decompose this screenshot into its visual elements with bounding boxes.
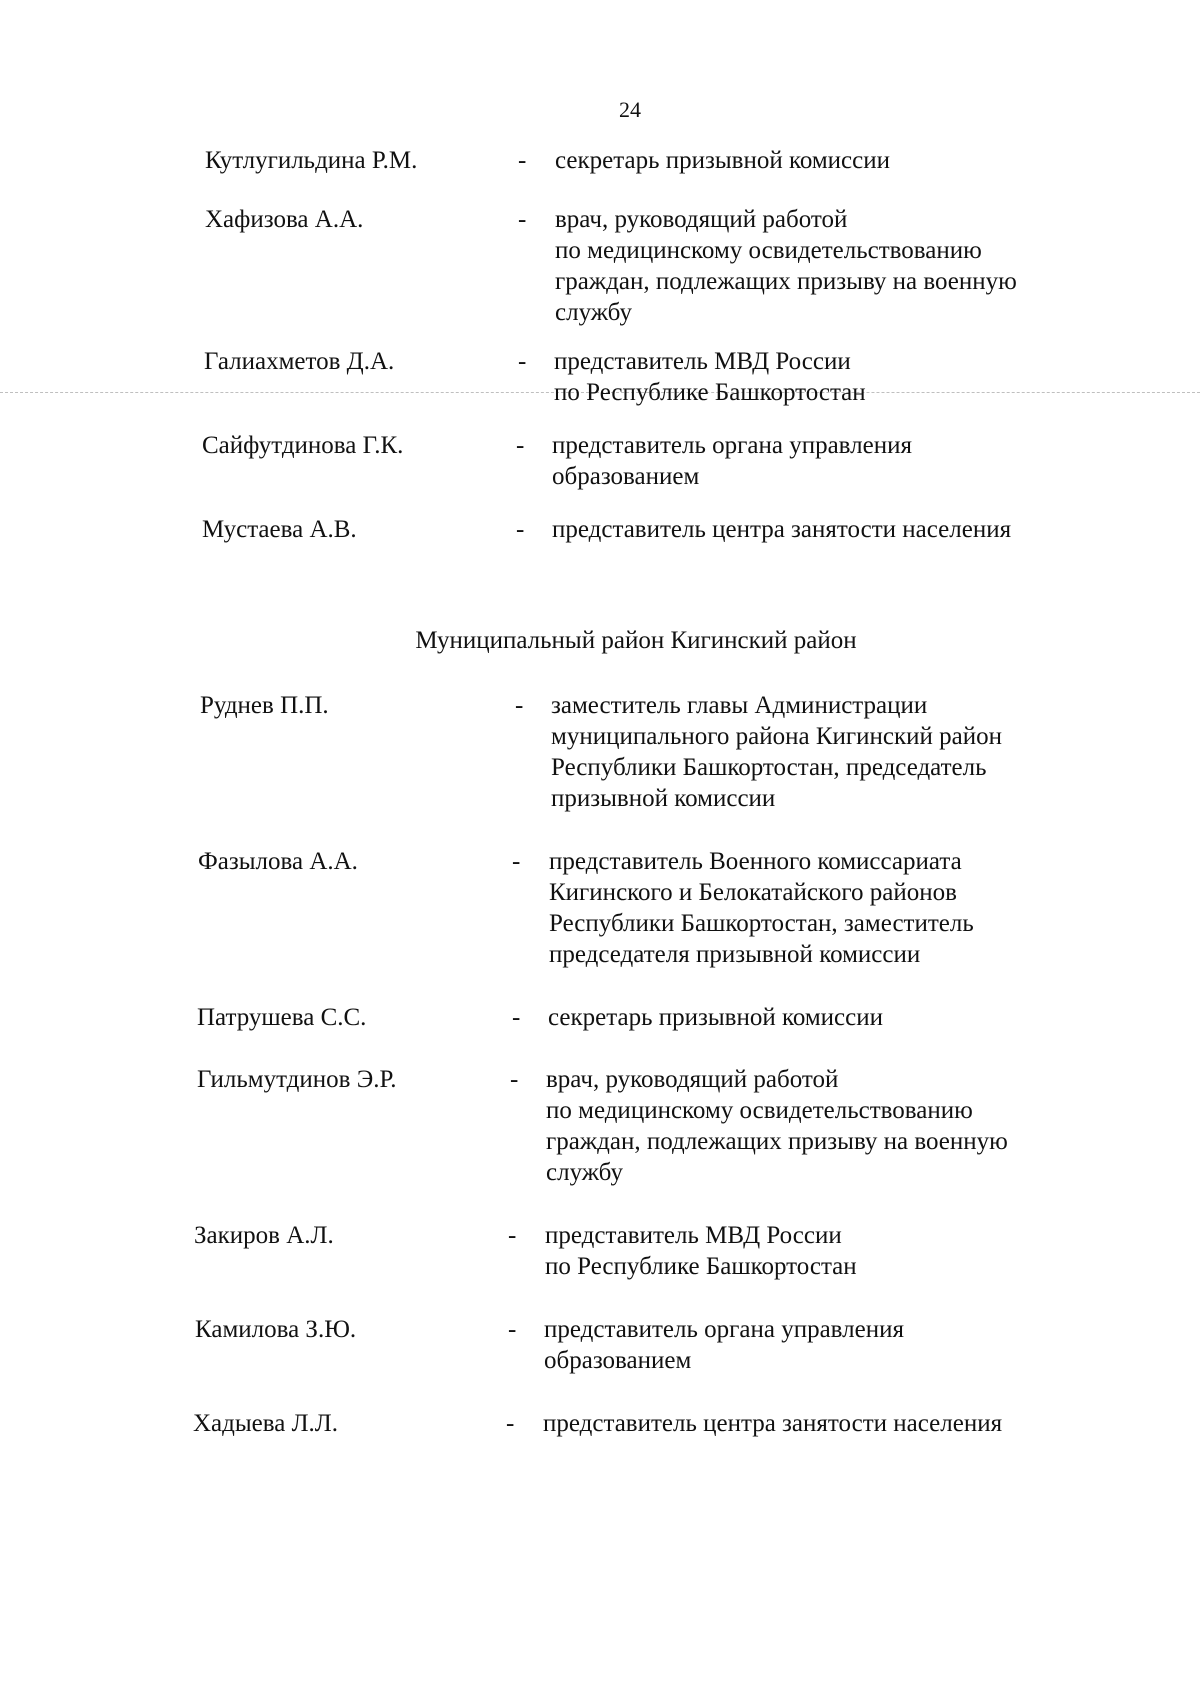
page-number: 24 [619,97,641,122]
member-name: Хадыева Л.Л. [193,1410,338,1437]
member-name: Кутлугильдина Р.М. [205,147,418,174]
role-line: врач, руководящий работой [555,206,848,233]
member-role [544,1314,904,1376]
role-line: по медицинскому освидетельствованию [555,237,982,264]
separator-dash: - [518,348,527,375]
member-name: Мустаева А.В. [202,516,357,543]
member-role [549,846,974,970]
member-role [545,1220,857,1282]
member-name: Сайфутдинова Г.К. [202,432,404,459]
role-line: граждан, подлежащих призыву на военную [546,1128,1008,1155]
role-line: представитель органа управления [544,1316,904,1343]
member-role [548,1002,883,1033]
role-line: образованием [552,463,700,490]
separator-dash: - [512,1004,521,1031]
member-name: Закиров А.Л. [194,1222,334,1249]
separator-dash: - [510,1066,519,1093]
member-role [543,1408,1002,1439]
role-line: службу [555,299,632,326]
role-line: врач, руководящий работой [546,1066,839,1093]
member-name: Фазылова А.А. [198,848,358,875]
role-line: представитель Военного комиссариата [549,848,962,875]
role-line: образованием [544,1347,692,1374]
role-line: призывной комиссии [551,785,776,812]
separator-dash: - [515,692,524,719]
role-line: по медицинскому освидетельствованию [546,1097,973,1124]
role-line: по Республике Башкортостан [554,379,866,406]
separator-dash: - [508,1316,517,1343]
role-line: председателя призывной комиссии [549,941,921,968]
member-name: Патрушева С.С. [197,1004,367,1031]
separator-dash: - [506,1410,515,1437]
member-role [555,145,890,176]
role-line: представитель центра занятости населения [543,1410,1003,1437]
member-role [552,514,1011,545]
member-name: Галиахметов Д.А. [204,348,395,375]
role-line: Республики Башкортостан, председатель [551,754,987,781]
role-line: граждан, подлежащих призыву на военную [555,268,1017,295]
member-name: Гильмутдинов Э.Р. [197,1066,397,1093]
separator-dash: - [512,848,521,875]
section-heading: Муниципальный район Кигинский район [415,627,857,654]
separator-dash: - [516,516,525,543]
member-name: Хафизова А.А. [205,206,364,233]
role-line: Республики Башкортостан, заместитель [549,910,974,937]
role-line: Кигинского и Белокатайского районов [549,879,957,906]
separator-dash: - [518,147,527,174]
member-role [546,1064,1008,1188]
role-line: представитель органа управления [552,432,912,459]
separator-dash: - [516,432,525,459]
role-line: представитель МВД России [545,1222,842,1249]
role-line: представитель центра занятости населения [552,516,1012,543]
role-line: секретарь призывной комиссии [548,1004,884,1031]
member-role [552,430,912,492]
member-role [551,690,1002,814]
role-line: заместитель главы Администрации [551,692,928,719]
separator-dash: - [508,1222,517,1249]
member-role [554,346,866,408]
separator-dash: - [518,206,527,233]
member-role [555,204,1017,328]
role-line: представитель МВД России [554,348,851,375]
role-line: службу [546,1159,623,1186]
role-line: муниципального района Кигинский район [551,723,1003,750]
member-name: Камилова З.Ю. [195,1316,357,1343]
member-name: Руднев П.П. [200,692,329,719]
role-line: по Республике Башкортостан [545,1253,857,1280]
role-line: секретарь призывной комиссии [555,147,891,174]
